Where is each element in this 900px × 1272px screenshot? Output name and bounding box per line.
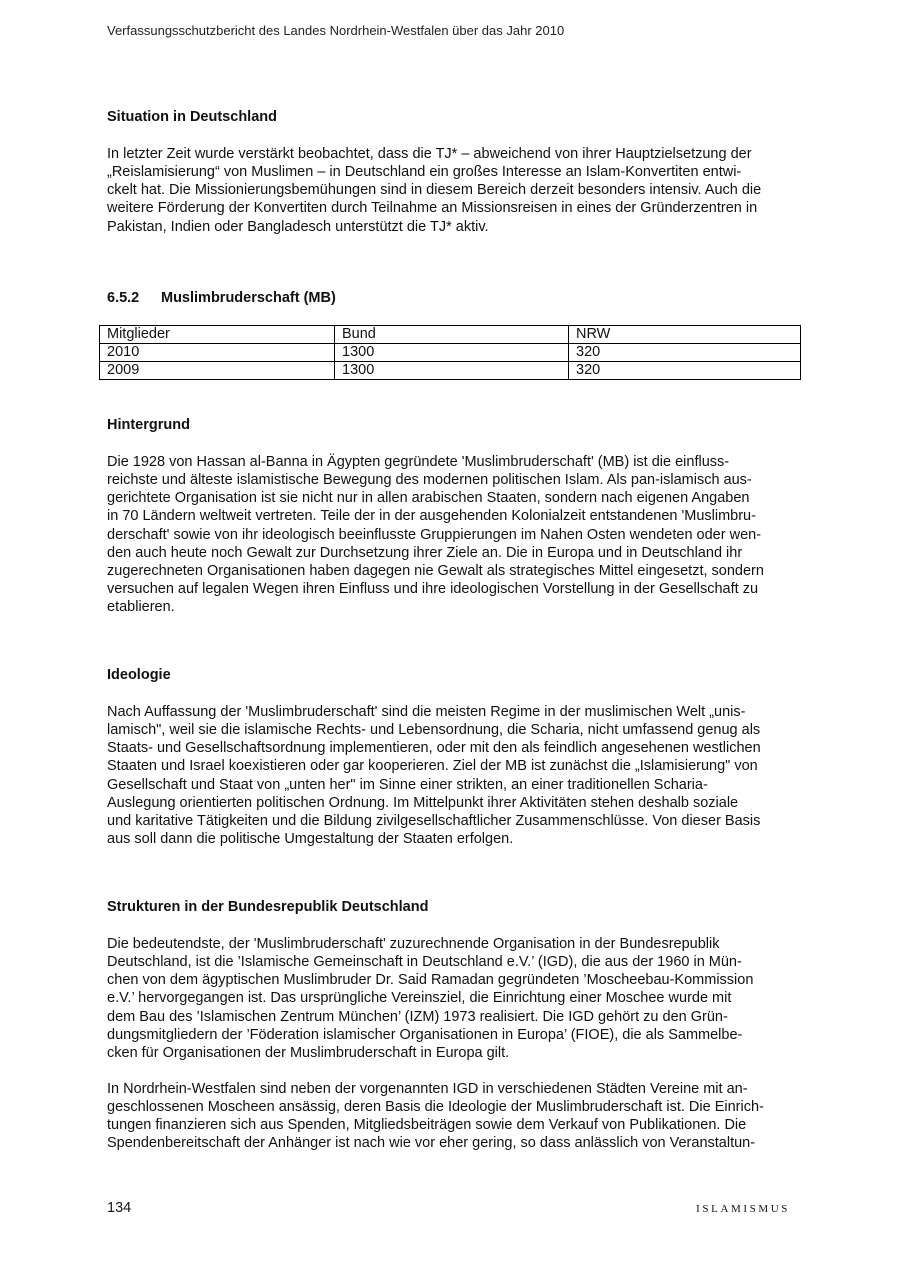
text-line: dem Bau des ’Islamischen Zentrum München’ (IZM) 1973 realisiert. Die IGD gehört zu den Grün- (107, 1008, 728, 1025)
text-line: Die bedeutendste, der 'Muslimbruderschaft' zuzurechnende Organisation in der Bundesrepublik (107, 936, 720, 952)
text-line: aus soll dann die politische Umgestaltung der Staaten erfolgen. (107, 831, 514, 848)
text-line: Staats- und Gesellschaftsordnung implementieren, oder mit den als feindlich angesehenen westlichen (107, 740, 761, 757)
text-line: zugerechneten Organisationen haben dagegen nie Gewalt als strategisches Mittel eingesetzt, sondern (107, 562, 764, 579)
table-cell: 2009 (100, 362, 335, 380)
paragraph-ideologie (107, 703, 797, 848)
heading-ideologie: Ideologie (107, 667, 171, 683)
text-line: tungen finanzieren sich aus Spenden, Mitgliedsbeiträgen sowie dem Verkauf von Publikationen. Die (107, 1117, 747, 1134)
text-line: Gesellschaft und Staat von „unten her" im Sinne einer strikten, an einer traditionellen Scharia- (107, 776, 708, 793)
text-line: In Nordrhein-Westfalen sind neben der vorgenannten IGD in verschiedenen Städten Vereine mit an- (107, 1081, 748, 1097)
table-cell: 1300 (335, 344, 569, 362)
text-line: gerichtete Organisation ist sie nicht nur in allen arabischen Staaten, sondern nach eigenen Angaben (107, 490, 750, 507)
text-line: e.V.’ hervorgegangen ist. Das ursprüngliche Vereinsziel, die Einrichtung einer Moschee wurde mit (107, 990, 732, 1007)
text-line: etablieren. (107, 599, 175, 616)
table-row (100, 362, 801, 380)
table-row (100, 344, 801, 362)
section-heading-muslimbruderschaft (107, 289, 336, 307)
page-number: 134 (107, 1200, 132, 1216)
heading-strukturen: Strukturen in der Bundesrepublik Deutschland (107, 899, 429, 915)
members-table (99, 325, 801, 380)
text-line: Auslegung orientierten politischen Ordnung. Im Mittelpunkt ihrer Aktivitäten stehen deshalb soziale (107, 794, 739, 811)
section-number: 6.5.2 (107, 290, 140, 306)
table-cell: 320 (569, 344, 801, 362)
table-cell: 2010 (100, 344, 335, 362)
text-line: lamisch", weil sie die islamische Rechts- und Lebensordnung, die Scharia, nicht umfassend genug als (107, 722, 761, 739)
running-header: Verfassungsschutzbericht des Landes Nordrhein-Westfalen über das Jahr 2010 (107, 23, 565, 38)
table-header-cell: Bund (335, 326, 569, 344)
text-line: Die 1928 von Hassan al-Banna in Ägypten gegründete 'Muslimbruderschaft' (MB) ist die einfluss- (107, 454, 730, 470)
text-line: Pakistan, Indien oder Bangladesch unterstützt die TJ* aktiv. (107, 218, 489, 235)
table-header-cell: NRW (569, 326, 801, 344)
table-cell: 1300 (335, 362, 569, 380)
section-title: Muslimbruderschaft (MB) (161, 290, 336, 306)
text-line: und karitative Tätigkeiten und die Bildung zivilgesellschaftlicher Zusammenschlüsse. Von dieser Basis (107, 812, 761, 829)
section-label: ISLAMISMUS (696, 1203, 790, 1215)
text-line: dungsmitgliedern der ’Föderation islamischer Organisationen in Europa’ (FIOE), die als Sammelbe- (107, 1026, 743, 1043)
table-header-cell: Mitglieder (100, 326, 335, 344)
heading-hintergrund: Hintergrund (107, 417, 190, 433)
text-line: „Reislamisierung“ von Muslimen – in Deutschland ein großes Interesse an Islam-Konvertiten entwi- (107, 164, 742, 181)
text-line: Deutschland, ist die ’Islamische Gemeinschaft in Deutschland e.V.’ (IGD), die aus der 1960 in Mün- (107, 954, 742, 971)
text-line: weitere Förderung der Konvertiten durch Teilnahme an Missionsreisen in eines der Gründerzentren in (107, 200, 758, 217)
text-line: in 70 Ländern weltweit vertreten. Teile der in der ausgehenden Kolonialzeit entstandenen 'Muslimbru- (107, 508, 756, 525)
text-line: In letzter Zeit wurde verstärkt beobachtet, dass die TJ* – abweichend von ihrer Hauptzielsetzung der (107, 146, 752, 162)
paragraph-hintergrund (107, 453, 797, 616)
heading-situation: Situation in Deutschland (107, 109, 277, 125)
paragraph-situation (107, 145, 797, 236)
text-line: versuchen auf legalen Wegen ihren Einfluss und ihre ideologischen Vorstellung in der Gesellschaft zu (107, 581, 759, 598)
text-line: Nach Auffassung der 'Muslimbruderschaft' sind die meisten Regime in der muslimischen Welt „unis- (107, 704, 746, 720)
text-line: derschaft' sowie von ihr ideologisch beeinflusste Gruppierungen im Nahen Osten wendeten oder wen- (107, 526, 762, 543)
text-line: Staaten und Israel koexistieren oder gar kooperieren. Ziel der MB ist zunächst die „Islamisierung" von (107, 758, 758, 775)
paragraph-strukturen-2 (107, 1080, 797, 1153)
text-line: geschlossenen Moscheen ansässig, deren Basis die Ideologie der Muslimbruderschaft ist. Die Einrich- (107, 1099, 764, 1116)
table-cell: 320 (569, 362, 801, 380)
text-line: reichste und älteste islamistische Bewegung des modernen politischen Islam. Als pan-islamisch aus- (107, 472, 752, 489)
text-line: cken für Organisationen der Muslimbruderschaft in Europa gilt. (107, 1044, 510, 1061)
text-line: chen von dem ägyptischen Muslimbruder Dr. Said Ramadan gegründeten ’Moscheebau-Kommission (107, 972, 754, 989)
text-line: Spendenbereitschaft der Anhänger ist nach wie vor eher gering, so dass anlässlich von Veranstaltun- (107, 1135, 756, 1152)
text-line: ckelt hat. Die Missionierungsbemühungen sind in diesem Bereich derzeit besonders intensiv. Auch die (107, 182, 762, 199)
table-header-row (100, 326, 801, 344)
paragraph-strukturen-1 (107, 935, 797, 1062)
text-line: den auch heute noch Gewalt zur Durchsetzung ihrer Ziele an. Die in Europa und in Deutschland ihr (107, 544, 743, 561)
